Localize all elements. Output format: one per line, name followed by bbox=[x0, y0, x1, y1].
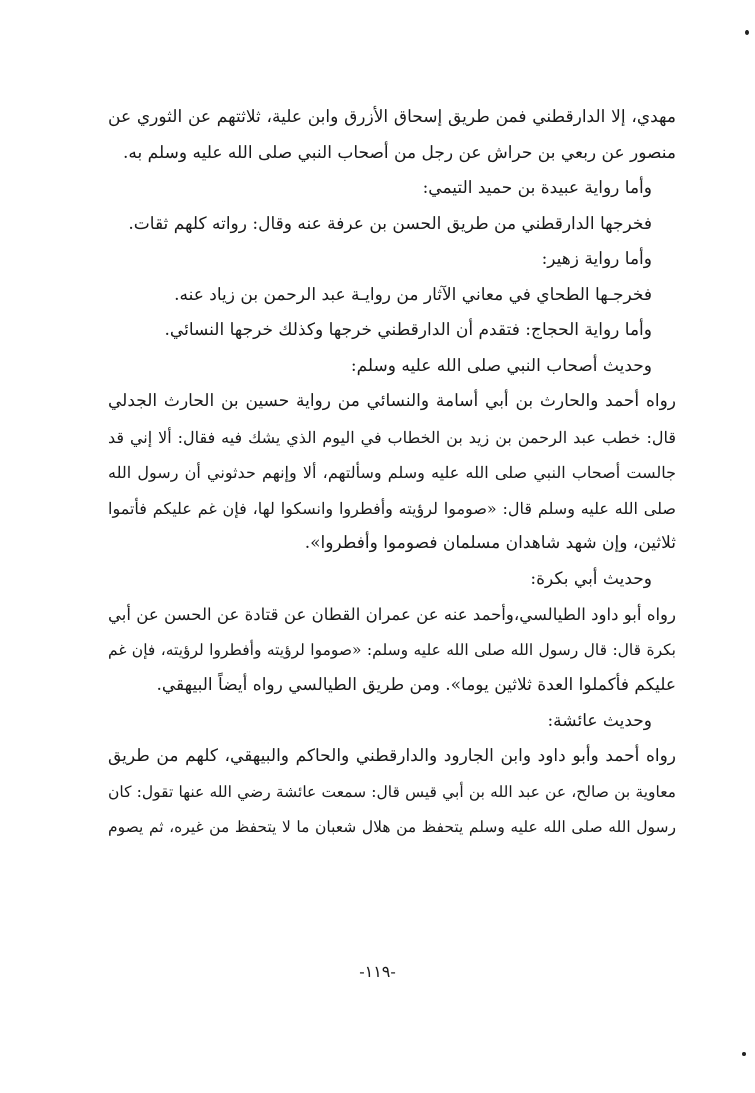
text-line: وحديث أبي بكرة: bbox=[530, 568, 652, 589]
text-line: بكرة قال: قال رسول الله صلى الله عليه وسلم: «صوموا لرؤيته وأفطروا لرؤيته، فإن غم bbox=[108, 640, 676, 659]
text-line: رواه أبو داود الطيالسي،وأحمد عنه عن عمران القطان عن قتادة عن الحسن عن أبي bbox=[108, 605, 676, 624]
text-line: وحديث أصحاب النبي صلى الله عليه وسلم: bbox=[350, 355, 652, 376]
text-line: وأما رواية عبيدة بن حميد التيمي: bbox=[422, 178, 652, 198]
document-body bbox=[108, 100, 676, 846]
text-line: قال: خطب عبد الرحمن بن زيد بن الخطاب في اليوم الذي يشك فيه فقال: ألا إني قد bbox=[108, 427, 676, 447]
text-line: وأما رواية الحجاج: فتقدم أن الدارقطني خرجها وكذلك خرجها النسائي. bbox=[164, 320, 652, 340]
text-line: منصور عن ربعي بن حراش عن رجل من أصحاب النبي صلى الله عليه وسلم به. bbox=[123, 142, 676, 163]
text-line: صلى الله عليه وسلم قال: «صوموا لرؤيته وأفطروا وانسكوا لها، فإن غم عليكم فأتموا bbox=[108, 498, 676, 518]
text-line: مهدي، إلا الدارقطني فمن طريق إسحاق الأزرق وابن علية، ثلاثتهم عن الثوري عن bbox=[108, 107, 676, 127]
text-line: معاوية بن صالح، عن عبد الله بن أبي قيس قال: سمعت عائشة رضي الله عنها تقول: كان bbox=[108, 782, 676, 801]
text-line: ثلاثين، وإن شهد شاهدان مسلمان فصوموا وأفطروا». bbox=[304, 533, 676, 553]
text-line: عليكم فأكملوا العدة ثلاثين يوما». ومن طريق الطيالسي رواه أيضاً البيهقي. bbox=[156, 675, 676, 695]
text-line: رواه أحمد وأبو داود وابن الجارود والدارقطني والحاكم والبيهقي، كلهم من طريق bbox=[108, 746, 676, 766]
scan-speck bbox=[742, 1052, 746, 1056]
text-line: رواه أحمد والحارث بن أبي أسامة والنسائي من رواية حسين بن الحارث الجدلي bbox=[108, 391, 676, 411]
text-line: فخرجها الدارقطني من طريق الحسن بن عرفة عنه وقال: رواته كلهم ثقات. bbox=[128, 213, 652, 234]
text-line: فخرجـها الطحاي في معاني الآثار من روايـة عبد الرحمن بن زياد عنه. bbox=[174, 284, 652, 305]
text-line: جالست أصحاب النبي صلى الله عليه وسلم وسألتهم، ألا وإنهم حدثوني أن رسول الله bbox=[108, 463, 676, 482]
page-number: -١١٩- bbox=[359, 962, 396, 981]
text-line: وأما رواية زهير: bbox=[541, 249, 652, 269]
text-line: وحديث عائشة: bbox=[547, 710, 652, 731]
text-line: رسول الله صلى الله عليه وسلم يتحفظ من هلال شعبان ما لا يتحفظ من غيره، ثم يصوم bbox=[108, 818, 676, 836]
scan-speck bbox=[745, 30, 749, 35]
